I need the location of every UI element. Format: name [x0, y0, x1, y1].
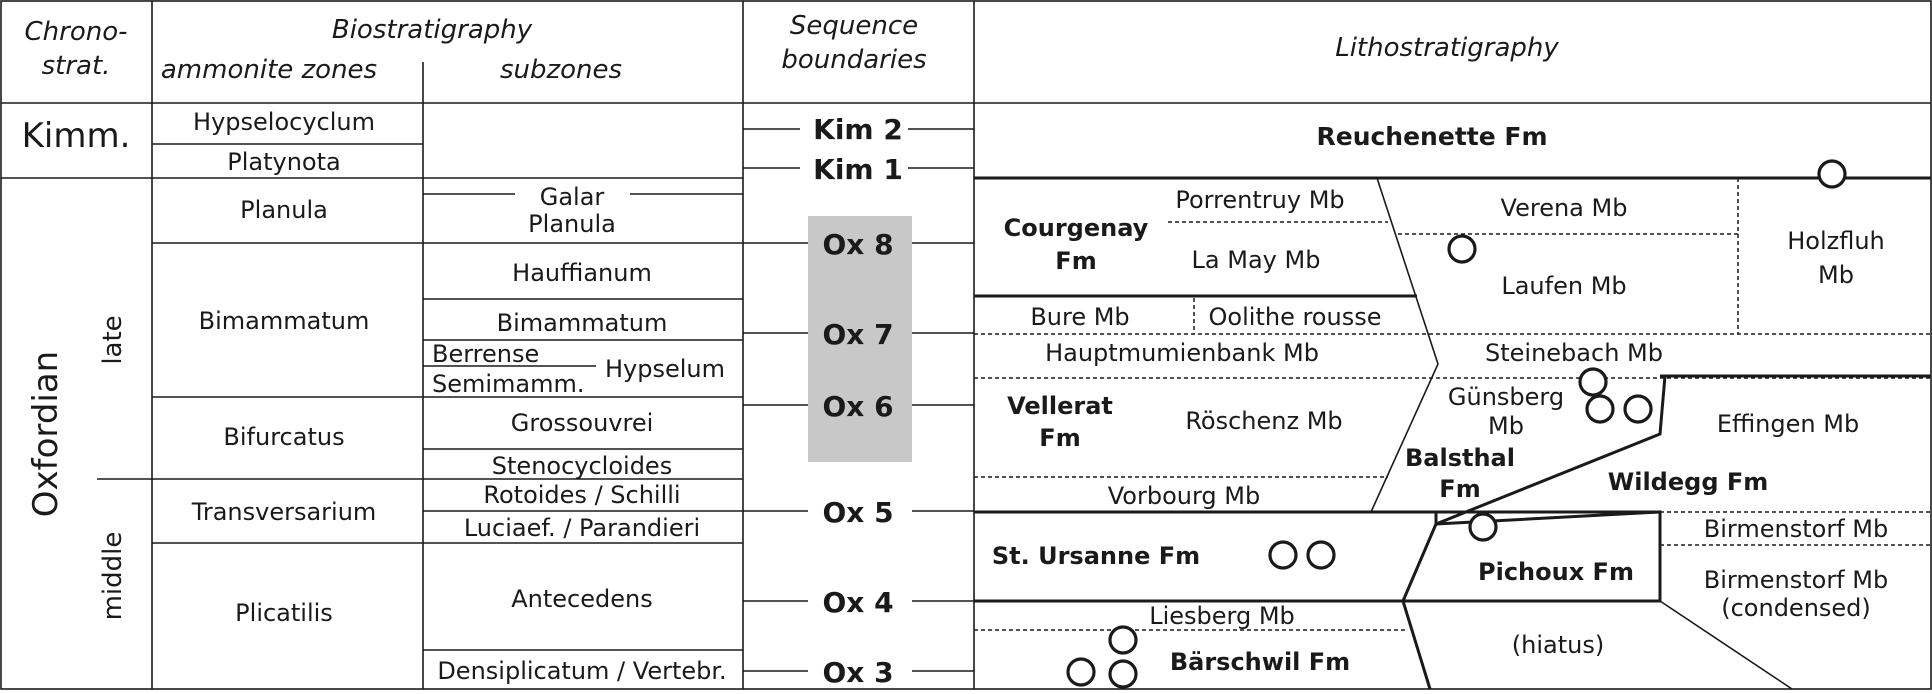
circle-symbol: [1308, 542, 1334, 568]
litho-vellerat: Fm: [1039, 424, 1081, 452]
circle-symbol: [1625, 396, 1651, 422]
header-ammonite-zones: ammonite zones: [160, 55, 378, 85]
hiatus-left-edge: [1403, 601, 1430, 689]
litho-wildegg: Wildegg Fm: [1607, 468, 1769, 496]
circle-symbol: [1470, 514, 1496, 540]
chrono-late: late: [98, 315, 128, 365]
litho-courgenay: Fm: [1055, 247, 1097, 275]
ammonite-zone: Platynota: [227, 148, 341, 176]
circle-symbol: [1270, 542, 1296, 568]
sequence-label-ox3: Ox 3: [822, 656, 894, 689]
litho-roschenz: Röschenz Mb: [1185, 407, 1343, 435]
subzone: Densiplicatum / Vertebr.: [437, 657, 727, 685]
circle-symbol: [1580, 369, 1606, 395]
subzone: Luciaef. / Parandieri: [463, 514, 701, 542]
circle-symbol: [1068, 659, 1094, 685]
sequence-label-ox6: Ox 6: [822, 390, 894, 423]
litho-holzfluh: Mb: [1818, 261, 1854, 289]
ammonite-zone: Plicatilis: [235, 599, 333, 627]
subzone: Bimammatum: [496, 309, 668, 337]
litho-barschwil: Bärschwil Fm: [1169, 648, 1351, 676]
ammonite-zone: Bifurcatus: [223, 423, 345, 451]
litho-birmenstorf-condensed: Birmenstorf Mb: [1703, 566, 1889, 594]
sequence-label-ox5: Ox 5: [822, 496, 894, 529]
litho-hauptmumienbank: Hauptmumienbank Mb: [1045, 339, 1319, 367]
litho-laufen: Laufen Mb: [1501, 272, 1627, 300]
header-chrono: Chrono-: [24, 17, 128, 47]
subzone: Berrense: [432, 340, 540, 368]
subzone: Hauffianum: [512, 259, 652, 287]
chrono-oxfordian: Oxfordian: [26, 350, 66, 518]
sequence-label-kim1: Kim 1: [813, 153, 903, 186]
sequence-label-ox4: Ox 4: [822, 586, 894, 619]
litho-vellerat: Vellerat: [1007, 392, 1113, 420]
pichoux-outline: [1403, 512, 1660, 601]
subzone: Grossouvrei: [510, 409, 654, 437]
header-subzones: subzones: [499, 55, 623, 85]
subzone: Galar: [539, 183, 605, 211]
header-biostrat: Biostratigraphy: [331, 15, 533, 45]
ammonite-zone: Planula: [240, 196, 328, 224]
litho-hiatus: (hiatus): [1511, 631, 1605, 659]
header-sequence: boundaries: [781, 45, 927, 75]
circle-symbol: [1449, 236, 1475, 262]
litho-balsthal: Fm: [1439, 475, 1481, 503]
litho-effingen: Effingen Mb: [1716, 410, 1860, 438]
litho-st-ursanne: St. Ursanne Fm: [991, 542, 1201, 570]
litho-oolithe: Oolithe rousse: [1208, 303, 1382, 331]
litho-birmenstorf-condensed: (condensed): [1721, 594, 1871, 622]
header-chrono: strat.: [41, 51, 111, 81]
subzone: Planula: [528, 210, 616, 238]
litho-bure: Bure Mb: [1030, 303, 1130, 331]
litho-gunsberg: Mb: [1488, 412, 1524, 440]
subzone: Hypselum: [604, 355, 726, 383]
subzone: Rotoides / Schilli: [483, 481, 681, 509]
ammonite-zone: Bimammatum: [198, 307, 370, 335]
header-litho: Lithostratigraphy: [1335, 33, 1559, 63]
litho-gunsberg: Günsberg: [1447, 383, 1565, 411]
ammonite-zone: Hypselocyclum: [193, 108, 375, 136]
sequence-label-ox8: Ox 8: [822, 228, 894, 261]
litho-steinebach: Steinebach Mb: [1485, 339, 1663, 367]
litho-birmenstorf: Birmenstorf Mb: [1703, 515, 1889, 543]
sequence-label-ox7: Ox 7: [822, 318, 894, 351]
litho-porrentruy: Porrentruy Mb: [1175, 186, 1345, 214]
circle-symbol: [1110, 661, 1136, 687]
litho-liesberg: Liesberg Mb: [1149, 602, 1295, 630]
litho-vorbourg: Vorbourg Mb: [1107, 482, 1261, 510]
subzone: Antecedens: [511, 585, 653, 613]
circle-symbol: [1110, 627, 1136, 653]
header-sequence: Sequence: [789, 11, 919, 41]
ammonite-zone: Transversarium: [191, 498, 377, 526]
sequence-label-kim2: Kim 2: [813, 113, 903, 146]
litho-courgenay: Courgenay: [1003, 214, 1149, 242]
litho-pichoux: Pichoux Fm: [1478, 558, 1634, 586]
chrono-kimm: Kimm.: [21, 116, 131, 156]
circle-symbol: [1587, 396, 1613, 422]
litho-la-may: La May Mb: [1191, 246, 1321, 274]
subzone: Semimamm.: [432, 370, 585, 398]
litho-reuchenette: Reuchenette Fm: [1316, 122, 1548, 151]
chrono-middle: middle: [98, 531, 128, 621]
subzone: Stenocycloides: [491, 452, 673, 480]
litho-verena: Verena Mb: [1500, 194, 1628, 222]
litho-balsthal: Balsthal: [1405, 444, 1515, 472]
litho-holzfluh: Holzfluh: [1787, 227, 1885, 255]
circle-symbol: [1819, 161, 1845, 187]
